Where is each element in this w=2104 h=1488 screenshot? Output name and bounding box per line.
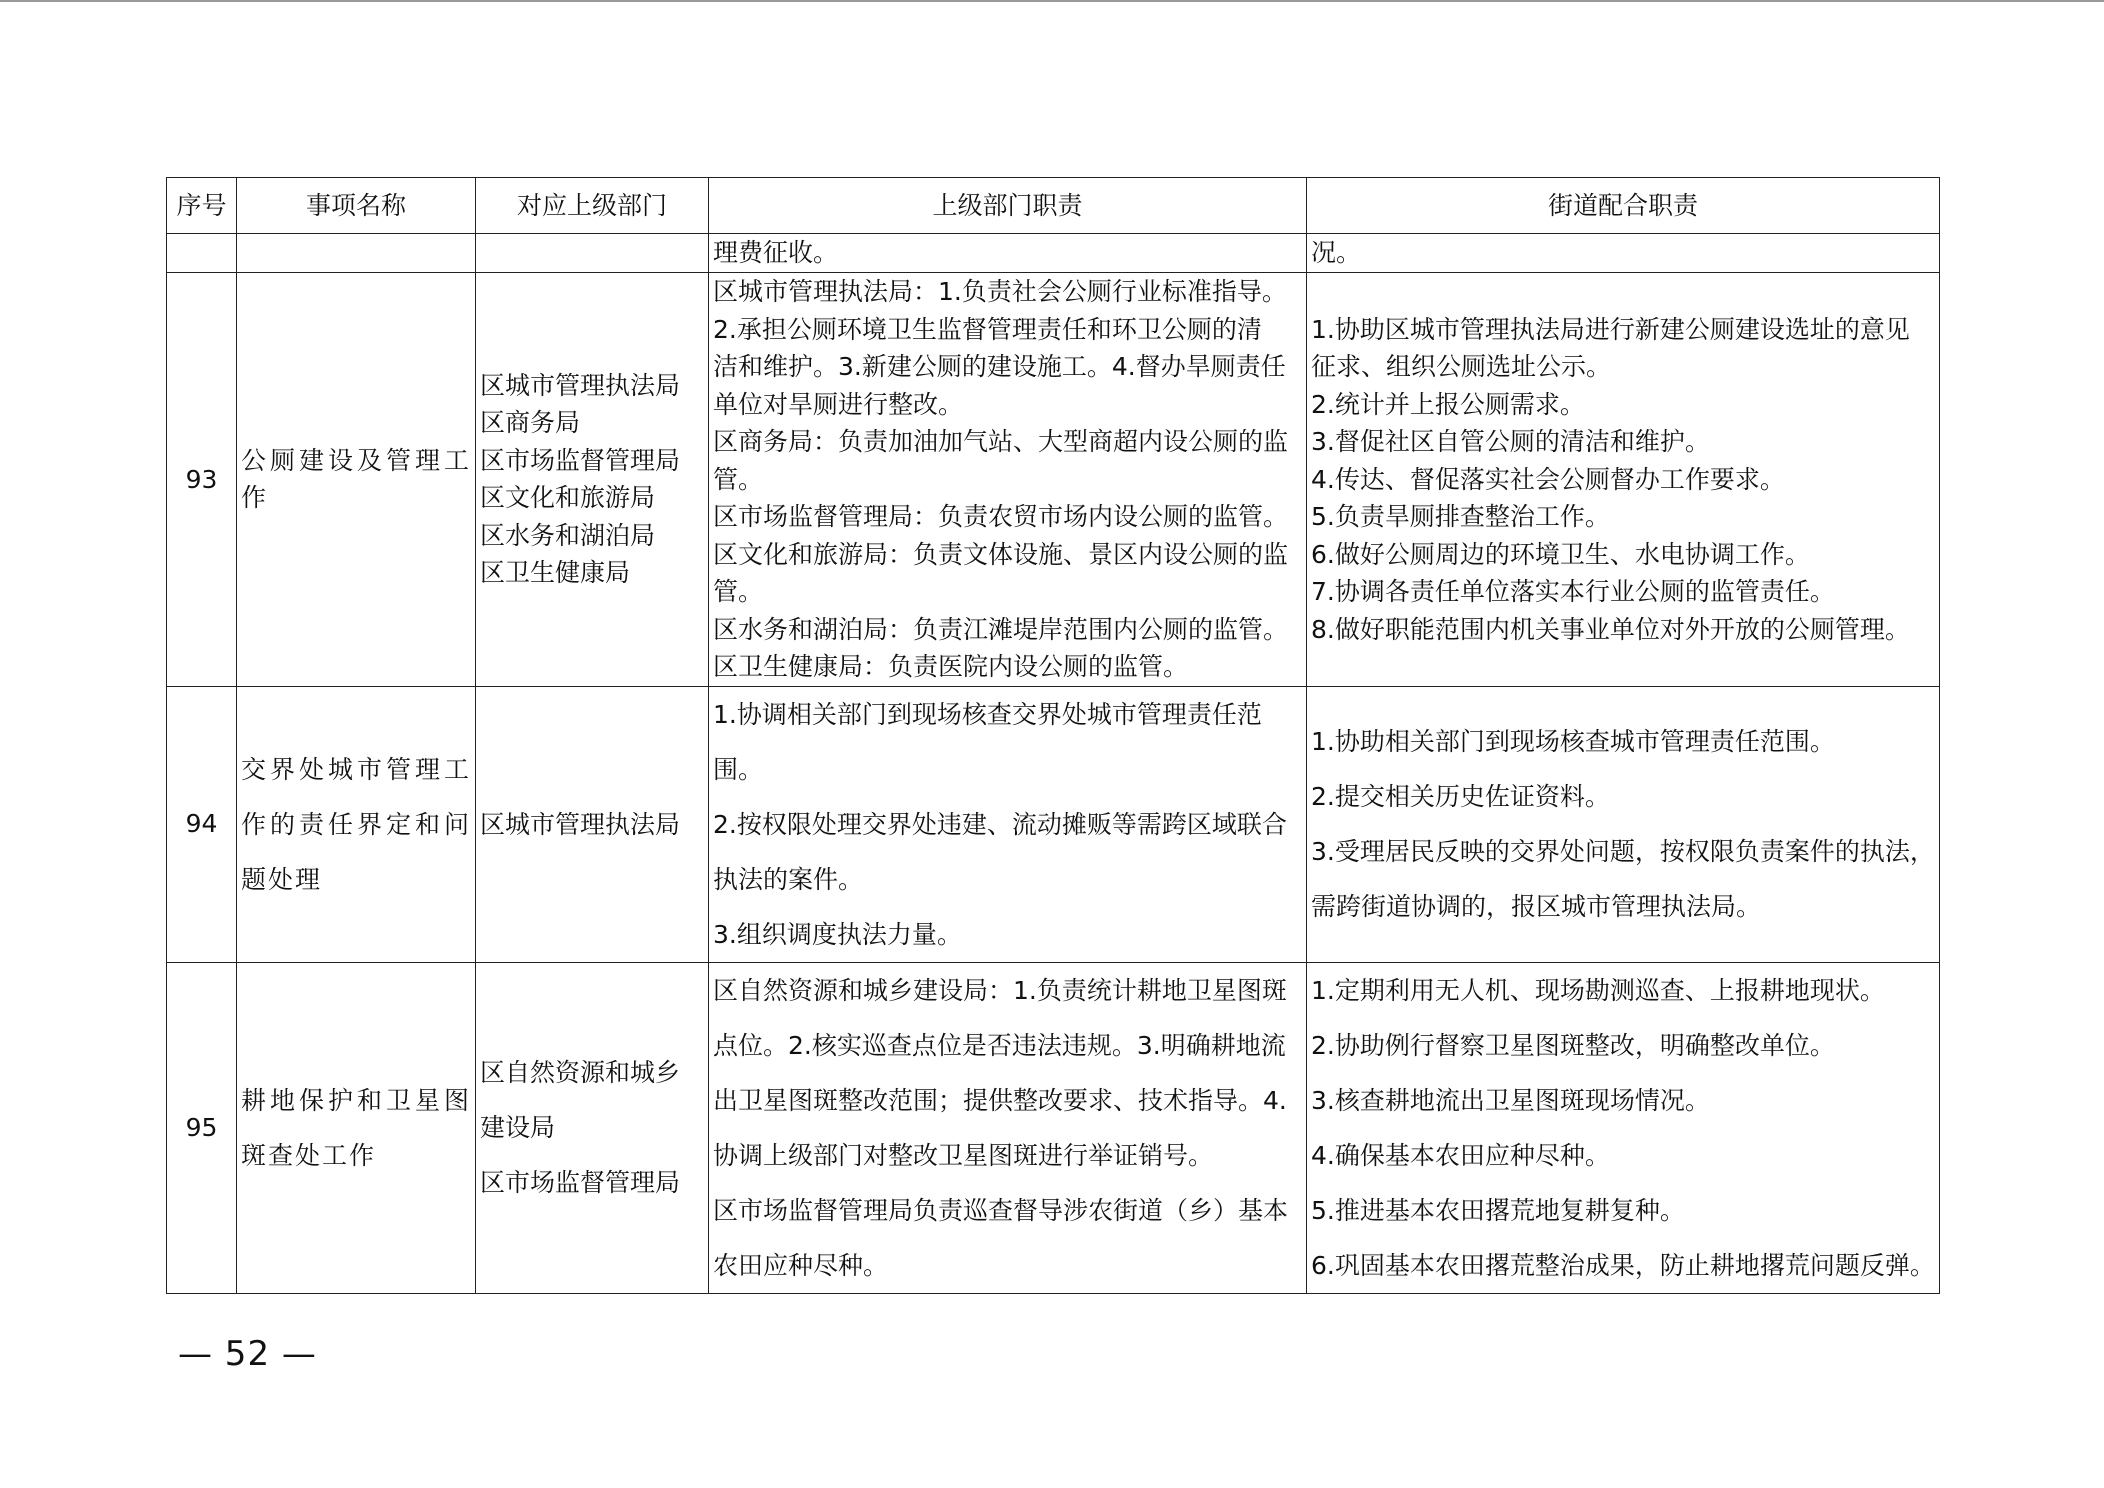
duty-line: 单位对旱厕进行整改。	[713, 389, 964, 419]
duty-line: 区水务和湖泊局：负责江滩堤岸范围内公厕的监管。	[713, 614, 1289, 644]
department-name: 区城市管理执法局	[480, 370, 681, 400]
table-row	[167, 273, 1940, 687]
item-name-cell	[237, 273, 476, 687]
duty-line: 区卫生健康局：负责医院内设公厕的监管。	[713, 652, 1189, 681]
duty-line: 2.按权限处理交界处违建、流动摊贩等需跨区域联合	[713, 809, 1287, 839]
continuation-number-cell	[167, 234, 237, 273]
continuation-street-duties	[1307, 234, 1940, 273]
duty-line: 协调上级部门对整改卫星图斑进行举证销号。	[713, 1140, 1214, 1170]
street-duties-cell	[1307, 962, 1940, 1293]
street-duty-line: 8.做好职能范围内机关事业单位对外开放的公厕管理。	[1311, 614, 1910, 644]
duty-line: 2.承担公厕环境卫生监督管理责任和环卫公厕的清	[713, 314, 1262, 344]
continuation-name-cell	[237, 234, 476, 273]
street-duty-line: 需跨街道协调的，报区城市管理执法局。	[1311, 892, 1762, 921]
street-duties-cell	[1307, 273, 1940, 687]
department-name: 区自然资源和城乡建设局	[480, 1058, 681, 1142]
duty-line: 点位。2.核实巡查点位是否违法违规。3.明确耕地流	[713, 1030, 1286, 1060]
duty-line: 区商务局：负责加油加气站、大型商超内设公厕的监	[713, 427, 1289, 456]
header-superior-department: 对应上级部门	[476, 178, 709, 234]
street-duty-line: 5.负责旱厕排查整治工作。	[1311, 502, 1610, 531]
duty-line: 管。	[713, 464, 764, 494]
header-street-duties: 街道配合职责	[1307, 178, 1940, 234]
duty-line: 区市场监督管理局：负责农贸市场内设公厕的监管。	[713, 502, 1289, 531]
street-duty-line: 7.协调各责任单位落实本行业公厕的监管责任。	[1311, 577, 1835, 606]
street-duties-cell	[1307, 686, 1940, 962]
duty-line: 管。	[713, 577, 764, 606]
department-name: 区水务和湖泊局	[480, 520, 656, 550]
continuation-superior-duties	[709, 234, 1307, 273]
duty-line: 农田应种尽种。	[713, 1250, 889, 1280]
row-number: 94	[167, 686, 237, 962]
department-name: 区市场监督管理局	[480, 1168, 681, 1197]
street-duty-line: 5.推进基本农田撂荒地复耕复种。	[1311, 1195, 1685, 1225]
row-number: 95	[167, 962, 237, 1293]
row-number: 93	[167, 273, 237, 687]
superior-duties-cell	[709, 686, 1307, 962]
street-duty-line: 6.巩固基本农田撂荒整治成果，防止耕地撂荒问题反弹。	[1311, 1250, 1935, 1280]
department-cell	[476, 962, 709, 1293]
street-duty-line: 2.提交相关历史佐证资料。	[1311, 782, 1610, 811]
item-name: 耕地保护和卫星图斑查处工作	[241, 1085, 471, 1170]
street-duty-line: 2.统计并上报公厕需求。	[1311, 389, 1585, 419]
table-row	[167, 962, 1940, 1293]
department-name: 区商务局	[480, 408, 581, 438]
continuation-street-text: 况。	[1311, 238, 1362, 268]
page-number: — 52 —	[178, 1334, 317, 1374]
street-duty-line: 3.核查耕地流出卫星图斑现场情况。	[1311, 1085, 1710, 1115]
street-duty-line: 3.受理居民反映的交界处问题，按权限负责案件的执法，	[1311, 837, 1935, 866]
item-name: 交界处城市管理工作的责任界定和问题处理	[241, 754, 471, 894]
duties-table	[166, 177, 1940, 1294]
superior-duties-cell	[709, 273, 1307, 687]
duty-line: 区文化和旅游局：负责文体设施、景区内设公厕的监	[713, 539, 1289, 569]
continuation-superior-text: 理费征收。	[713, 238, 839, 268]
street-duty-line: 4.确保基本农田应种尽种。	[1311, 1140, 1610, 1170]
table-row	[167, 686, 1940, 962]
header-item-name: 事项名称	[237, 178, 476, 234]
duty-line: 围。	[713, 754, 764, 784]
department-cell	[476, 686, 709, 962]
street-duty-line: 1.定期利用无人机、现场勘测巡查、上报耕地现状。	[1311, 975, 1885, 1005]
department-name: 区文化和旅游局	[480, 483, 656, 513]
superior-duties-cell	[709, 962, 1307, 1293]
department-name: 区城市管理执法局	[480, 809, 681, 839]
continuation-row	[167, 234, 1940, 273]
duty-line: 区自然资源和城乡建设局：1.负责统计耕地卫星图斑	[713, 975, 1287, 1005]
item-name-cell	[237, 686, 476, 962]
street-duty-line: 6.做好公厕周边的环境卫生、水电协调工作。	[1311, 539, 1810, 569]
duty-line: 执法的案件。	[713, 864, 864, 894]
street-duty-line: 2.协助例行督察卫星图斑整改，明确整改单位。	[1311, 1030, 1835, 1060]
duty-line: 1.协调相关部门到现场核查交界处城市管理责任范	[713, 699, 1262, 729]
item-name-cell	[237, 962, 476, 1293]
department-cell	[476, 273, 709, 687]
duty-line: 区市场监督管理局负责巡查督导涉农街道（乡）基本	[713, 1195, 1289, 1225]
item-name: 公厕建设及管理工作	[241, 445, 471, 513]
table-header-row	[167, 178, 1940, 234]
street-duty-line: 1.协助区城市管理执法局进行新建公厕建设选址的意见	[1311, 314, 1910, 344]
street-duty-line: 征求、组织公厕选址公示。	[1311, 352, 1612, 381]
duty-line: 3.组织调度执法力量。	[713, 919, 962, 949]
duty-line: 出卫星图斑整改范围；提供整改要求、技术指导。4.	[713, 1085, 1287, 1115]
duty-line: 洁和维护。3.新建公厕的建设施工。4.督办旱厕责任	[713, 352, 1286, 381]
header-superior-duties: 上级部门职责	[709, 178, 1307, 234]
street-duty-line: 3.督促社区自管公厕的清洁和维护。	[1311, 427, 1710, 456]
street-duty-line: 4.传达、督促落实社会公厕督办工作要求。	[1311, 464, 1785, 494]
top-border-line	[0, 0, 2104, 2]
continuation-department-cell	[476, 234, 709, 273]
department-name: 区市场监督管理局	[480, 445, 681, 475]
street-duty-line: 1.协助相关部门到现场核查城市管理责任范围。	[1311, 727, 1835, 756]
header-number: 序号	[167, 178, 237, 234]
department-name: 区卫生健康局	[480, 558, 631, 588]
duty-line: 区城市管理执法局：1.负责社会公厕行业标准指导。	[713, 277, 1287, 306]
